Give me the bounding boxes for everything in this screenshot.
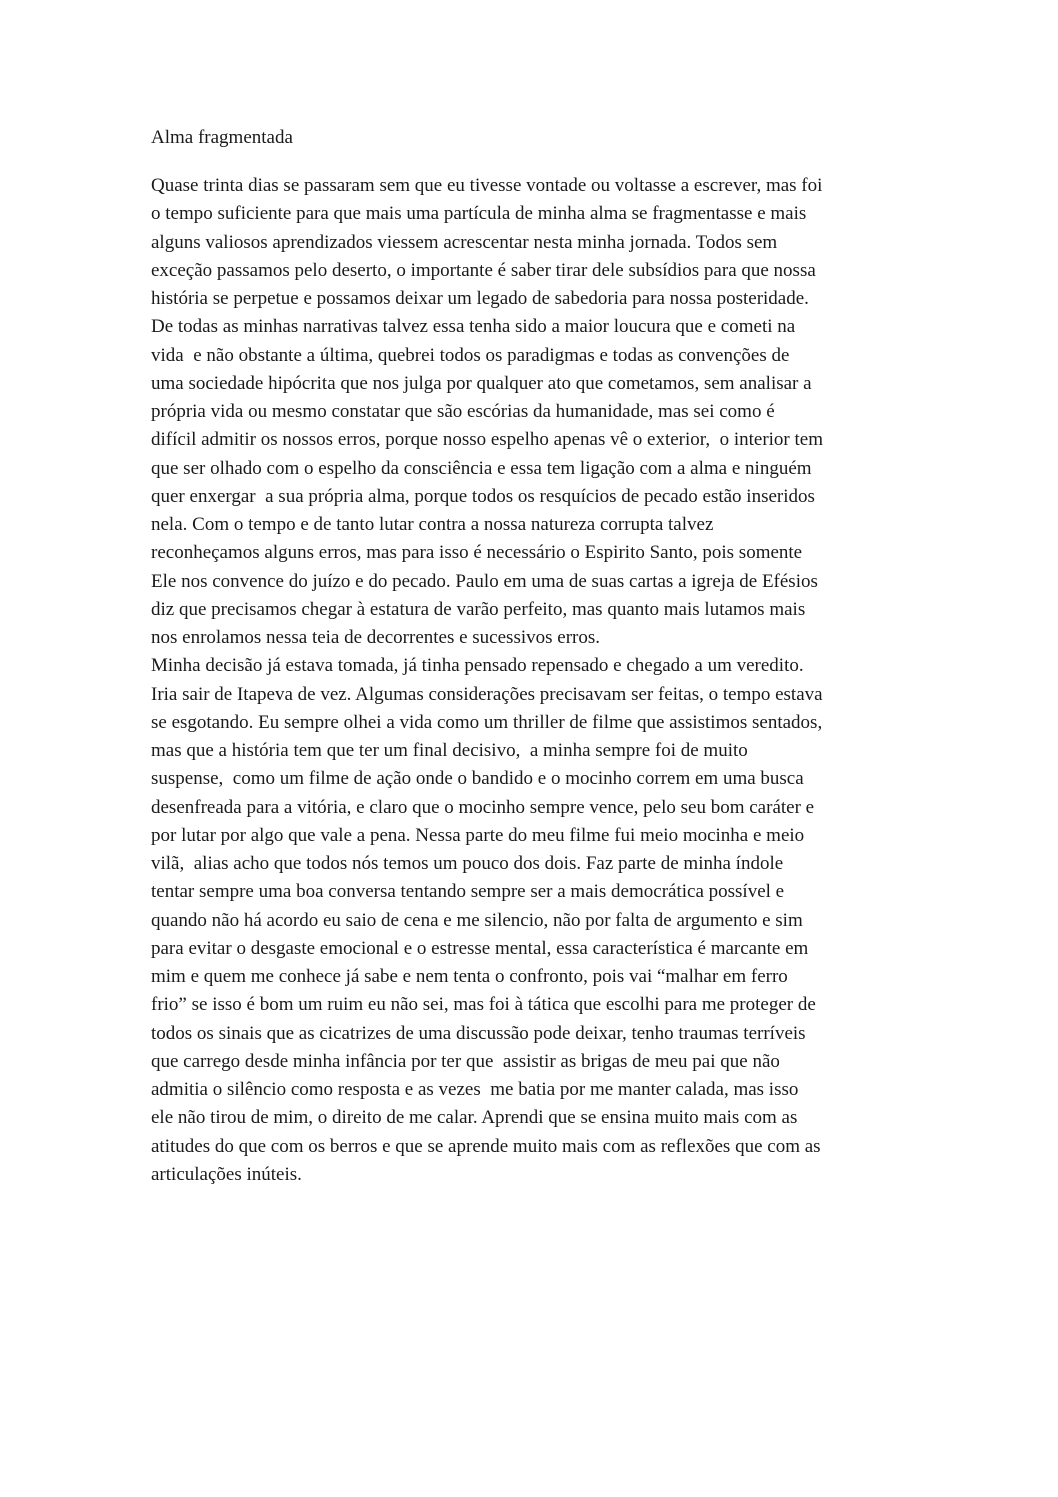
- body-text-line: Iria sair de Itapeva de vez. Algumas considerações precisavam ser feitas, o tempo estava: [151, 683, 823, 705]
- body-text-line: quando não há acordo eu saio de cena e me silencio, não por falta de argumento e sim: [151, 909, 803, 931]
- body-text-line: tentar sempre uma boa conversa tentando sempre ser a mais democrática possível e: [151, 881, 785, 903]
- body-text-line: Ele nos convence do juízo e do pecado. Paulo em uma de suas cartas a igreja de Efésios: [151, 570, 818, 592]
- body-text-line: frio” se isso é bom um ruim eu não sei, mas foi à tática que escolhi para me proteger de: [151, 994, 816, 1016]
- body-text-line: desenfreada para a vitória, e claro que o mocinho sempre vence, pelo seu bom caráter e: [151, 796, 815, 818]
- body-text-line: o tempo suficiente para que mais uma partícula de minha alma se fragmentasse e mais: [151, 203, 807, 225]
- body-text-line: mim e quem me conhece já sabe e nem tenta o confronto, pois vai “malhar em ferro: [151, 966, 788, 987]
- body-text-line: se esgotando. Eu sempre olhei a vida como um thriller de filme que assistimos sentados,: [151, 711, 823, 733]
- document-body: [151, 172, 921, 1189]
- body-text-line: mas que a história tem que ter um final decisivo, a minha sempre foi de muito: [151, 740, 748, 761]
- body-text-line: suspense, como um filme de ação onde o bandido e o mocinho correm em uma busca: [151, 768, 804, 790]
- body-text-line: por lutar por algo que vale a pena. Nessa parte do meu filme fui meio mocinha e meio: [151, 824, 805, 846]
- body-text-line: admitia o silêncio como resposta e as vezes me batia por me manter calada, mas isso: [151, 1079, 799, 1100]
- body-text-line: ele não tirou de mim, o direito de me calar. Aprendi que se ensina muito mais com as: [151, 1107, 798, 1129]
- body-text-line: quer enxergar a sua própria alma, porque todos os resquícios de pecado estão inseridos: [151, 485, 815, 507]
- body-text-line: história se perpetue e possamos deixar um legado de sabedoria para nossa posteridade.: [151, 288, 809, 309]
- body-text-line: Quase trinta dias se passaram sem que eu tivesse vontade ou voltasse a escrever, mas foi: [151, 175, 823, 196]
- body-text-line: exceção passamos pelo deserto, o importante é saber tirar dele subsídios para que nossa: [151, 259, 816, 281]
- body-text-line: alguns valiosos aprendizados viessem acrescentar nesta minha jornada. Todos sem: [151, 231, 778, 253]
- body-text-line: que carrego desde minha infância por ter que assistir as brigas de meu pai que não: [151, 1050, 780, 1072]
- body-text-line: reconheçamos alguns erros, mas para isso é necessário o Espirito Santo, pois somente: [151, 542, 803, 564]
- body-text-line: articulações inúteis.: [151, 1163, 302, 1185]
- body-text-line: difícil admitir os nossos erros, porque nosso espelho apenas vê o exterior, o interior tem: [151, 429, 824, 451]
- body-text-line: que ser olhado com o espelho da consciência e essa tem ligação com a alma e ninguém: [151, 457, 812, 479]
- body-text-line: própria vida ou mesmo constatar que são escórias da humanidade, mas sei como é: [151, 401, 775, 422]
- body-text-line: diz que precisamos chegar à estatura de varão perfeito, mas quanto mais lutamos mais: [151, 598, 806, 620]
- body-text-line: De todas as minhas narrativas talvez essa tenha sido a maior loucura que e cometi na: [151, 316, 796, 338]
- body-text-line: Minha decisão já estava tomada, já tinha pensado repensado e chegado a um veredito.: [151, 655, 804, 677]
- body-text-line: vida e não obstante a última, quebrei todos os paradigmas e todas as convenções de: [151, 344, 790, 366]
- document-title: Alma fragmentada: [151, 127, 293, 148]
- body-text-line: para evitar o desgaste emocional e o estresse mental, essa característica é marcante em: [151, 937, 809, 959]
- body-text-line: atitudes do que com os berros e que se aprende muito mais com as reflexões que com as: [151, 1135, 821, 1157]
- body-text-line: todos os sinais que as cicatrizes de uma discussão pode deixar, tenho traumas terríveis: [151, 1022, 806, 1044]
- body-text-line: uma sociedade hipócrita que nos julga por qualquer ato que cometamos, sem analisar a: [151, 372, 812, 394]
- body-text-line: nela. Com o tempo e de tanto lutar contra a nossa natureza corrupta talvez: [151, 514, 714, 535]
- body-text-line: nos enrolamos nessa teia de decorrentes e sucessivos erros.: [151, 627, 600, 648]
- body-text-line: vilã, alias acho que todos nós temos um pouco dos dois. Faz parte de minha índole: [151, 853, 784, 874]
